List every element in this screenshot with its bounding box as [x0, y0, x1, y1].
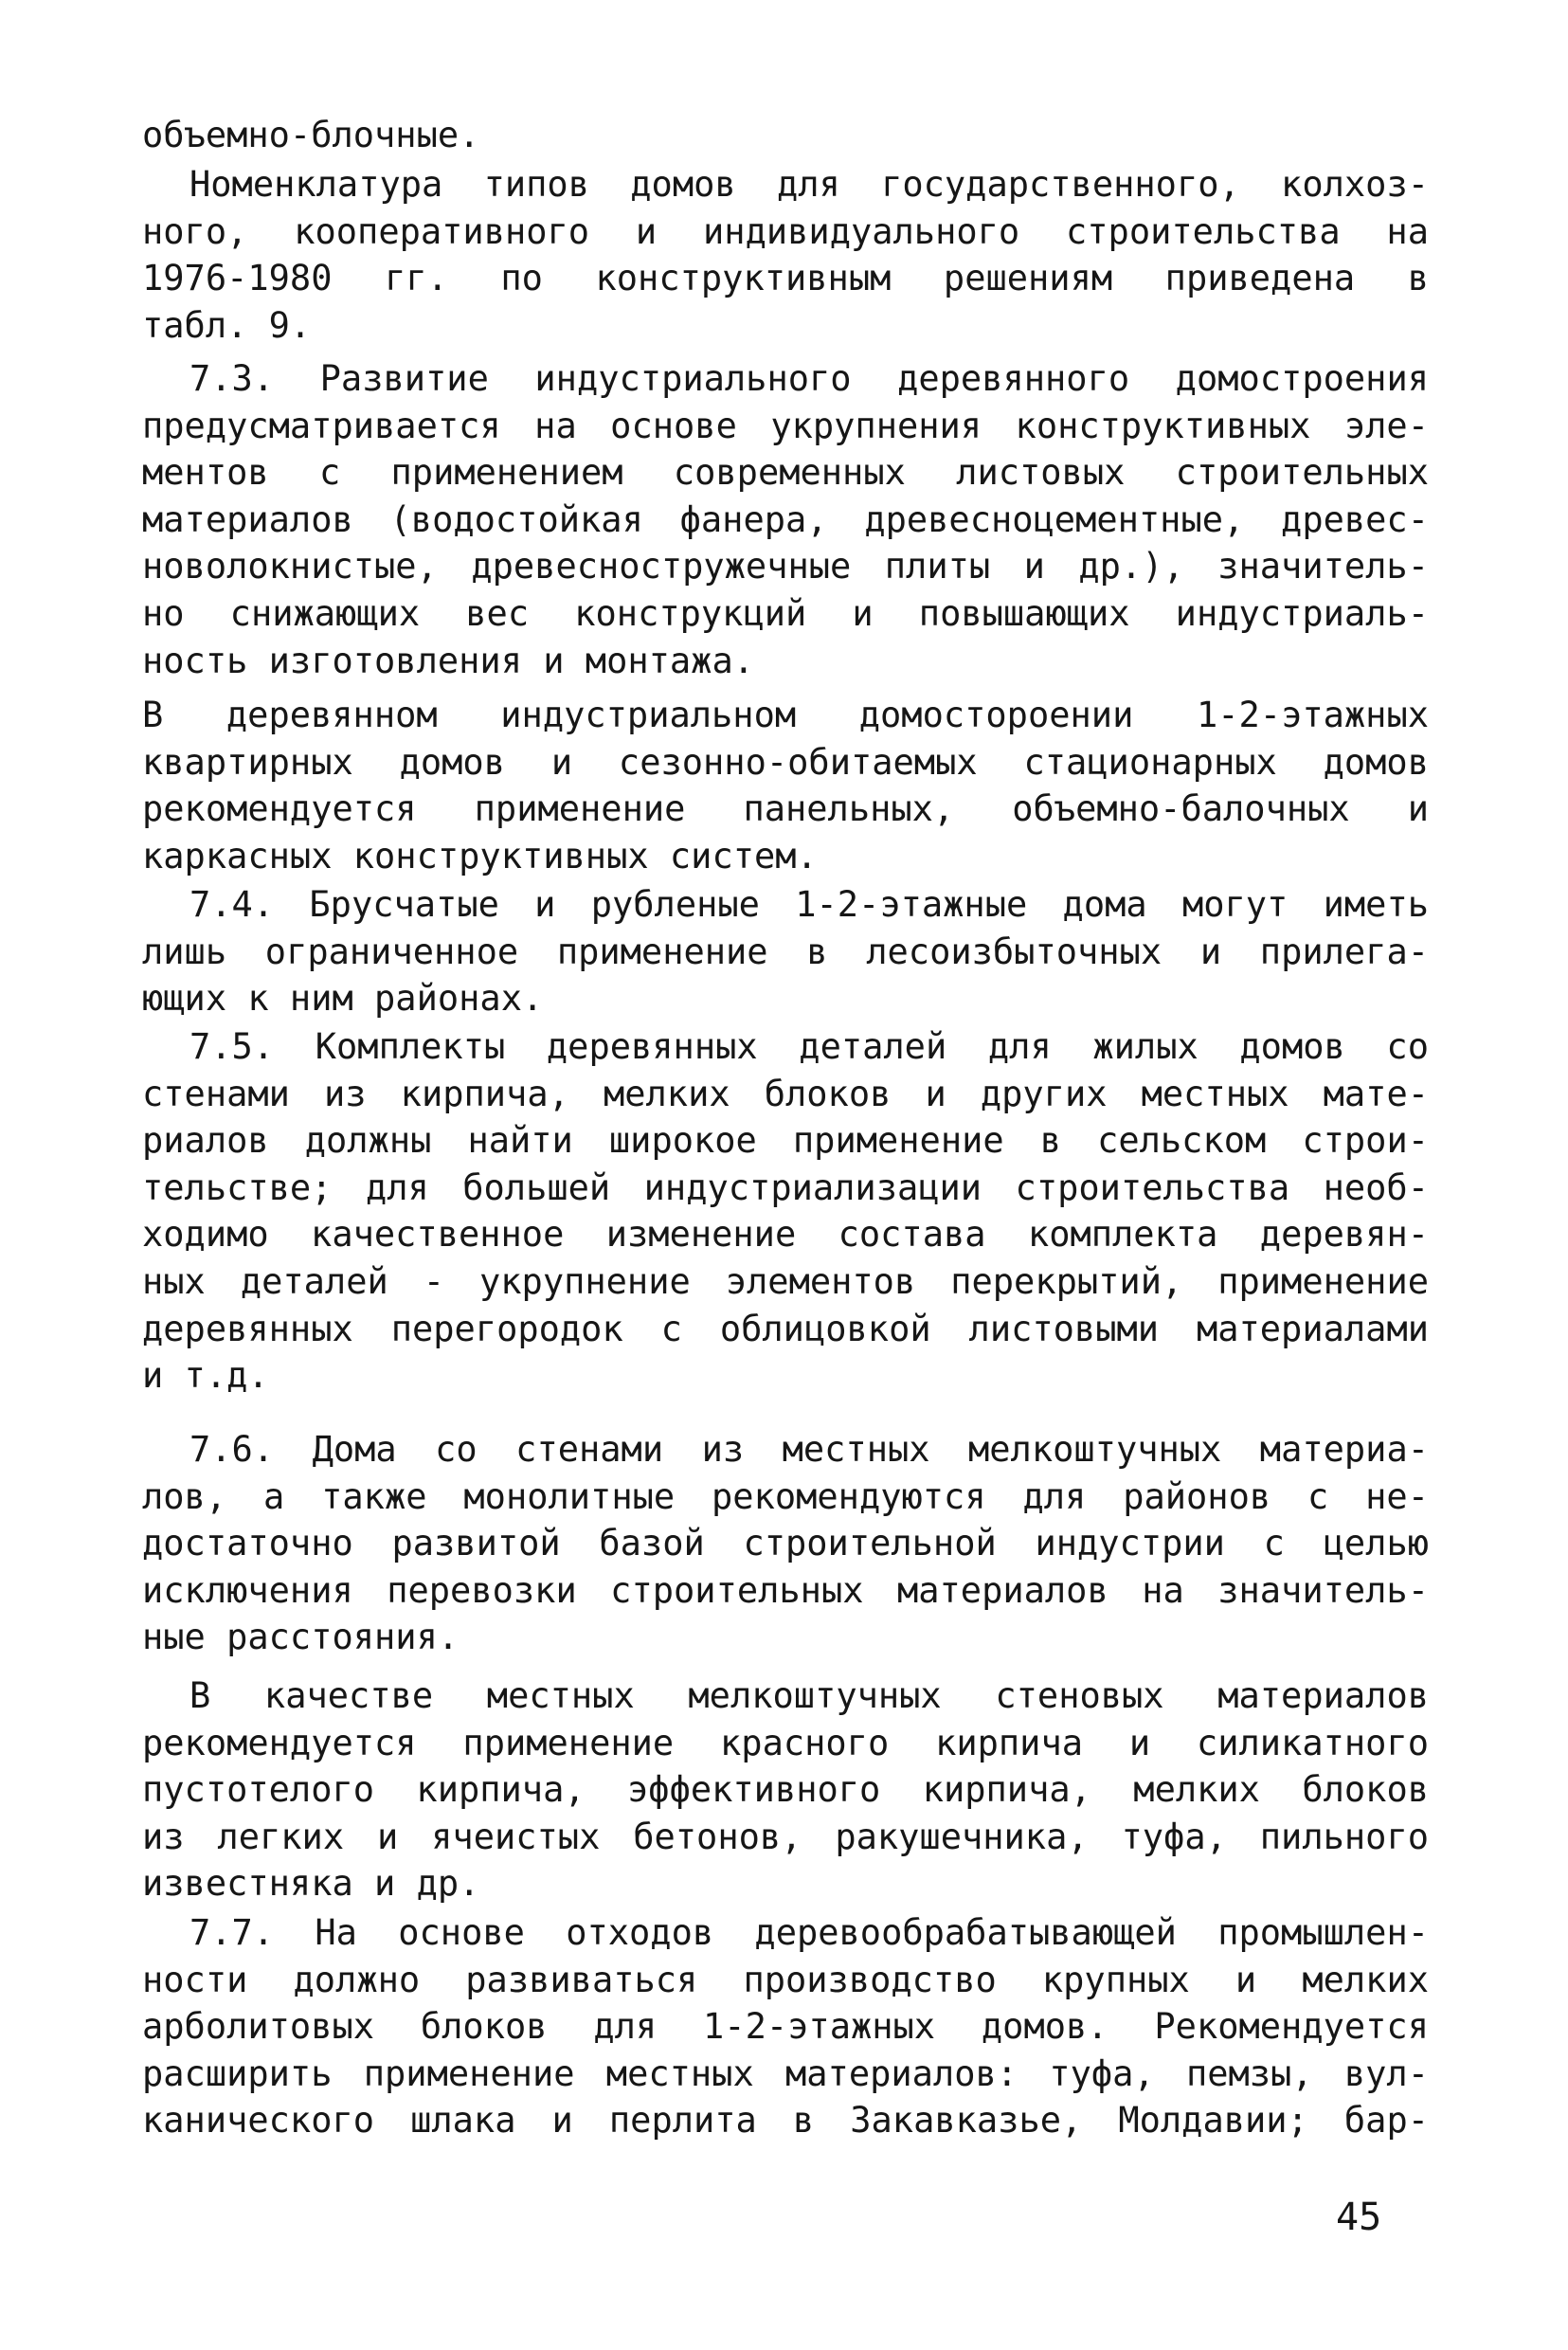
text-line: объемно-блочные.: [142, 115, 480, 155]
text-line: стенами из кирпича, мелких блоков и других местных мате-: [142, 1073, 1429, 1114]
paragraph-7-3-continued: [142, 692, 1429, 879]
text-line: ментов с применением современных листовых строительных: [142, 452, 1429, 494]
text-line: ного, кооперативного и индивидуального строительства на: [142, 210, 1429, 252]
text-line: ности должно развиваться производство крупных и мелких: [142, 1959, 1429, 2000]
text-line: 7.6. Дома со стенами из местных мелкоштучных материа-: [189, 1429, 1429, 1470]
paragraph-7-6-continued: [142, 1672, 1429, 1907]
page-number: 45: [1336, 2196, 1382, 2239]
text-line: известняка и др.: [142, 1863, 480, 1905]
text-line: табл. 9.: [142, 304, 312, 346]
text-line: ходимо качественное изменение состава комплекта деревян-: [142, 1214, 1429, 1256]
paragraph-7-4: [142, 881, 1429, 1022]
text-line: тельстве; для большей индустриализации строительства необ-: [142, 1166, 1429, 1208]
text-line: 7.3. Развитие индустриального деревянного домостроения: [189, 358, 1429, 399]
text-line: арболитовых блоков для 1-2-этажных домов. Рекомендуется: [142, 2006, 1429, 2048]
paragraph-fragment: [142, 112, 1429, 159]
text-line: 7.4. Брусчатые и рубленые 1-2-этажные дома могут иметь: [189, 884, 1429, 925]
text-line: риалов должны найти широкое применение в сельском строи-: [142, 1120, 1429, 1162]
text-line: лов, а также монолитные рекомендуются для районов с не-: [142, 1475, 1429, 1517]
paragraph-7-3: [142, 355, 1429, 684]
text-line: канического шлака и перлита в Закавказье, Молдавии; бар-: [142, 2100, 1429, 2142]
text-line: Номенклатура типов домов для государственного, колхоз-: [189, 164, 1429, 205]
text-line: 7.7. На основе отходов деревообрабатывающей промышлен-: [189, 1912, 1429, 1953]
paragraph-7-6: [142, 1426, 1429, 1661]
text-line: рекомендуется применение красного кирпича и силикатного: [142, 1722, 1429, 1763]
text-line: исключения перевозки строительных материалов на значитель-: [142, 1569, 1429, 1611]
text-line: ные расстояния.: [142, 1617, 460, 1658]
text-line: 1976-1980 гг. по конструктивным решениям приведена в: [142, 258, 1429, 299]
text-line: ющих к ним районах.: [142, 978, 544, 1020]
paragraph-nomenclature: [142, 161, 1429, 349]
text-line: из легких и ячеистых бетонов, ракушечника, туфа, пильного: [142, 1816, 1429, 1857]
text-line: лишь ограниченное применение в лесоизбыточных и прилега-: [142, 931, 1429, 972]
paragraph-7-5: [142, 1023, 1429, 1400]
text-line: В деревянном индустриальном домостороении 1-2-этажных: [142, 695, 1429, 735]
text-line: и т.д.: [142, 1355, 269, 1397]
text-line: 7.5. Комплекты деревянных деталей для жилых домов со: [189, 1026, 1429, 1067]
text-line: квартирных домов и сезонно-обитаемых стационарных домов: [142, 741, 1429, 783]
text-line: достаточно развитой базой строительной индустрии с целью: [142, 1523, 1429, 1564]
text-line: ных деталей - укрупнение элементов перекрытий, применение: [142, 1260, 1429, 1302]
text-line: расширить применение местных материалов: туфа, пемзы, вул-: [142, 2052, 1429, 2094]
text-line: новолокнистые, древесностружечные плиты и др.), значитель-: [142, 546, 1429, 588]
text-line: пустотелого кирпича, эффективного кирпича, мелких блоков: [142, 1769, 1429, 1811]
text-line: каркасных конструктивных систем.: [142, 835, 818, 877]
text-line: ность изготовления и монтажа.: [142, 640, 755, 681]
text-line: В качестве местных мелкоштучных стеновых материалов: [189, 1675, 1429, 1716]
paragraph-7-7: [142, 1909, 1429, 2144]
text-line: деревянных перегородок с облицовкой листовыми материалами: [142, 1308, 1429, 1349]
text-line: рекомендуется применение панельных, объемно-балочных и: [142, 788, 1429, 830]
text-line: но снижающих вес конструкций и повышающих индустриаль-: [142, 592, 1429, 634]
text-line: материалов (водостойкая фанера, древесноцементные, древес-: [142, 498, 1429, 540]
text-line: предусматривается на основе укрупнения конструктивных эле-: [142, 405, 1429, 446]
